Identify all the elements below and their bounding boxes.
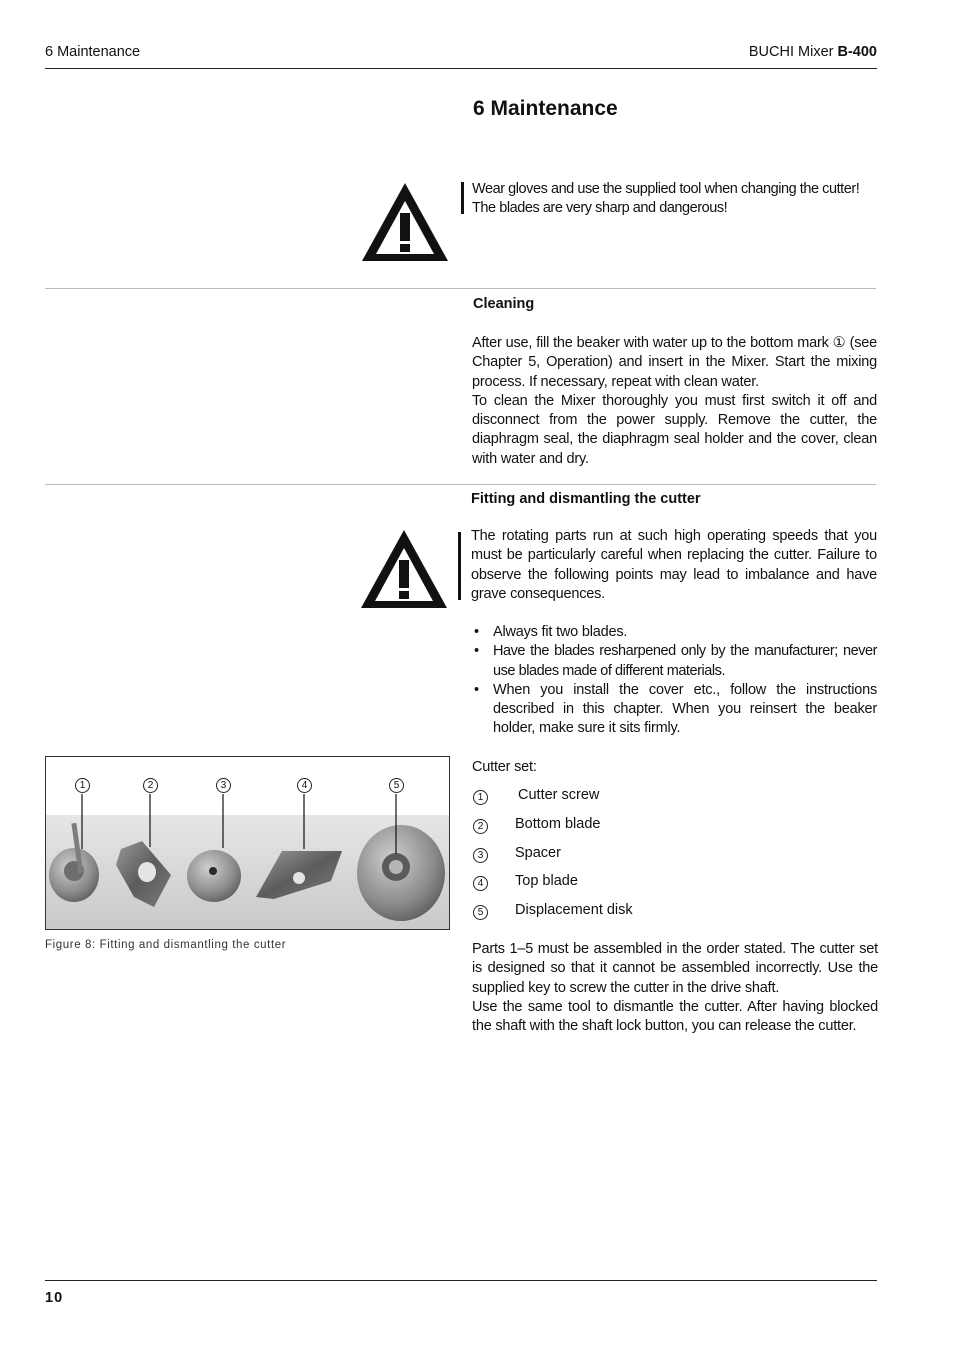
item-label: Cutter screw (518, 787, 600, 803)
warning-triangle-icon (358, 527, 450, 611)
footer-rule (45, 1280, 877, 1281)
page-number: 10 (45, 1290, 64, 1306)
warning-text (472, 180, 882, 219)
paragraph: Parts 1–5 must be assembled in the order stated. The cutter set is designed so that it cannot be assembled incorrectly. Use the supplied key to screw the cutter in the drive shaft. (472, 941, 878, 996)
page-title: 6 Maintenance (473, 97, 618, 120)
header-rule (45, 68, 877, 69)
section-rule (45, 484, 876, 485)
section-heading-cutter: Fitting and dismantling the cutter (471, 491, 701, 507)
list-item: • Always fit two blades. (474, 624, 628, 640)
warning-bar (461, 182, 464, 214)
item-label: Bottom blade (515, 816, 601, 832)
figure-marker: 4 (297, 778, 312, 793)
paragraph: After use, fill the beaker with water up to the bottom mark ① (see Chapter 5, Operation) and insert in the Mixer. Start the mixing process. If necessary, repeat with clean water. (472, 335, 877, 390)
brand-name: BUCHI Mixer (748, 44, 838, 60)
figure-marker: 3 (216, 778, 231, 793)
list-item: • Have the blades resharpened only by the manufacturer; never use blades made of different materials. (474, 643, 877, 679)
figure-marker: 2 (143, 778, 158, 793)
figure-cutter-parts (45, 756, 450, 930)
cutter-bullet-list (472, 623, 877, 739)
cutter-set-label: Cutter set: (472, 759, 537, 775)
running-header-brand (749, 44, 877, 60)
list-item: • When you install the cover etc., follow the instructions described in this chapter. When you reinsert the beaker holder, make sure it sits firmly. (474, 681, 877, 737)
figure-marker: 5 (389, 778, 404, 793)
warning-line: Wear gloves and use the supplied tool when changing the cutter! (472, 181, 860, 197)
paragraph: Use the same tool to dismantle the cutter. After having blocked the shaft with the shaft lock button, you can release the cutter. (472, 998, 878, 1035)
assembly-text (472, 940, 878, 1036)
warning-line: The blades are very sharp and dangerous! (472, 200, 728, 217)
item-number: 5 (473, 905, 488, 920)
item-number: 4 (473, 876, 488, 891)
paragraph: To clean the Mixer thoroughly you must first switch it off and disconnect from the power supply. Remove the cutter, the diaphragm seal, the diaphragm seal holder and the cover, clean with water and dry. (472, 392, 877, 467)
warning-triangle-icon (359, 180, 451, 264)
item-label: Displacement disk (515, 902, 633, 918)
figure-marker: 1 (75, 778, 90, 793)
model-name: B-400 (837, 44, 877, 60)
item-number: 1 (473, 790, 488, 805)
section-rule (45, 288, 876, 289)
item-number: 2 (473, 819, 488, 834)
figure-caption: Figure 8: Fitting and dismantling the cutter (45, 939, 287, 951)
section-heading-cleaning: Cleaning (473, 296, 535, 312)
warning-bar (458, 532, 461, 600)
item-label: Top blade (515, 873, 578, 889)
cutter-warning-text: The rotating parts run at such high operating speeds that you must be particularly careful when replacing the cutter. Failure to observe the following points may lead to imbalance and have grave consequences. (471, 528, 877, 602)
item-number: 3 (473, 848, 488, 863)
running-header-section: 6 Maintenance (45, 44, 141, 60)
cleaning-text (472, 334, 877, 469)
item-label: Spacer (515, 845, 561, 861)
